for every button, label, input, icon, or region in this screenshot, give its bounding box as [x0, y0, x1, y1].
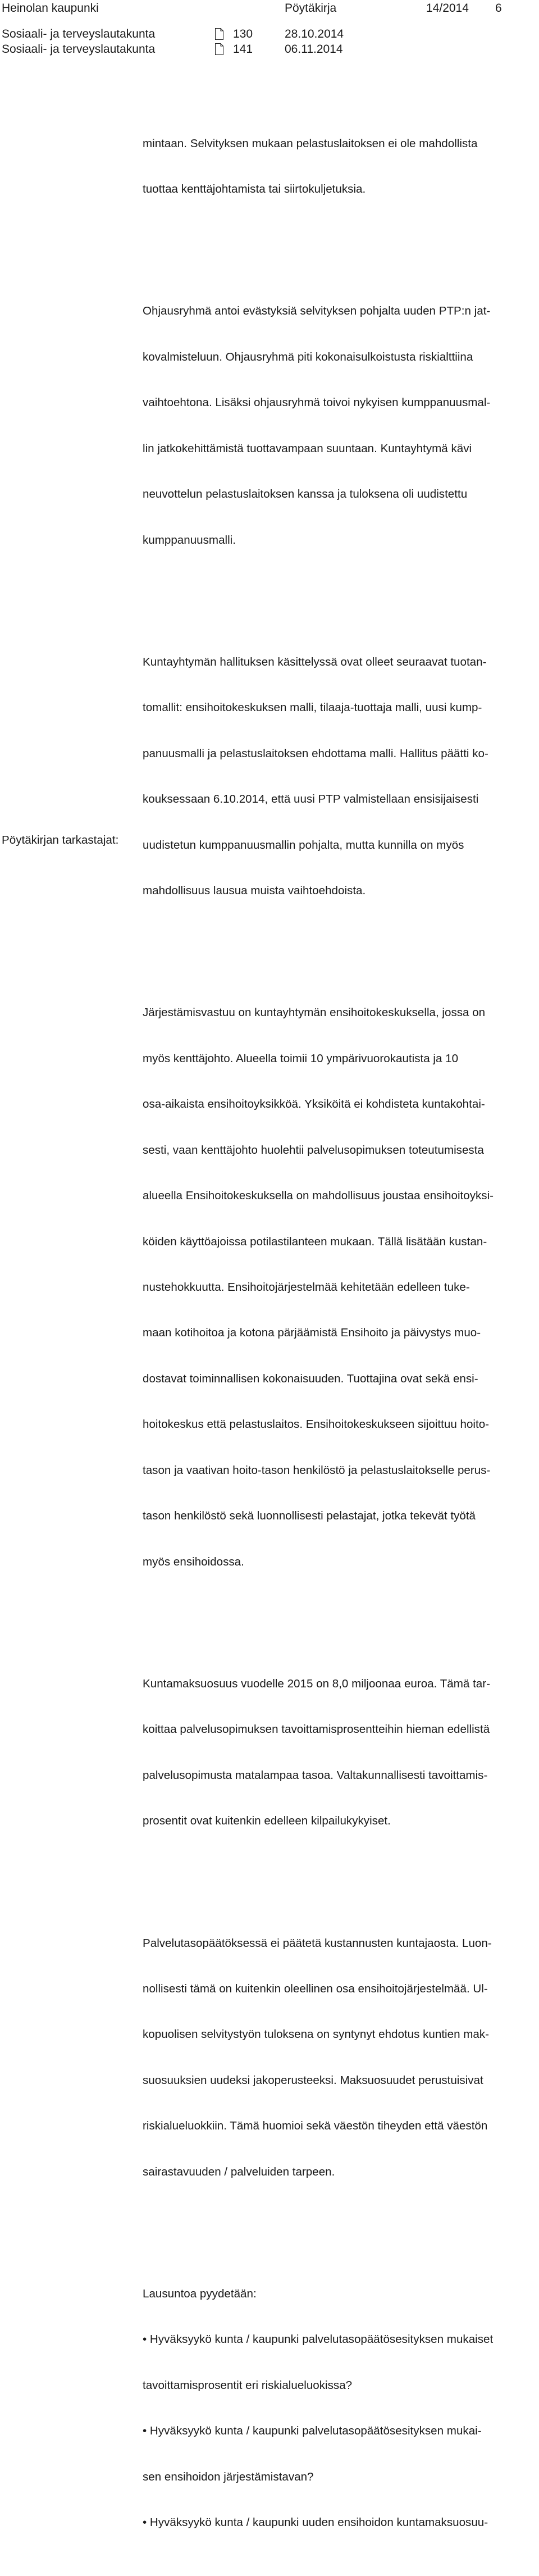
organization-name: Heinolan kaupunki [2, 2, 99, 15]
text-line: vaihtoehtona. Lisäksi ohjausryhmä toivoi nykyisen kumppanuusmal- [143, 396, 491, 409]
text-line: dostavat toiminnallisen kokonaisuuden. Tuottajina ovat sekä ensi- [143, 1372, 478, 1385]
meeting-date-1: 28.10.2014 [285, 28, 344, 40]
meeting-section-1: 130 [233, 28, 253, 40]
text-line: osa-aikaista ensihoitoyksikköä. Yksiköitä ei kohdisteta kuntakohtai- [143, 1098, 485, 1111]
paragraph [143, 2256, 539, 2561]
paragraph [143, 273, 539, 578]
text-line: neuvottelun pelastuslaitoksen kanssa ja tuloksena oli uudistettu [143, 488, 468, 501]
text-line: suosuuksien uudeksi jakoperusteeksi. Maksuosuudet perustuisivat [143, 2073, 483, 2087]
text-line: koittaa palvelusopimuksen tavoittamisprosentteihin hieman edellistä [143, 1723, 490, 1736]
text-line: tuottaa kenttäjohtamista tai siirtokuljetuksia. [143, 183, 366, 196]
text-line: sesti, vaan kenttäjohto huolehtii palvelusopimuksen toteutumisesta [143, 1143, 484, 1157]
text-line: mintaan. Selvityksen mukaan pelastuslaitoksen ei ole mahdollista [143, 136, 478, 150]
text-line: hoitokeskus että pelastuslaitos. Ensihoitokeskukseen sijoittuu hoito- [143, 1418, 490, 1431]
text-line: maan kotihoitoa ja kotona pärjäämistä Ensihoito ja päivystys muo- [143, 1326, 481, 1340]
text-line: tason ja vaativan hoito-tason henkilöstö ja pelastuslaitokselle perus- [143, 1463, 491, 1477]
text-line: kouksessaan 6.10.2014, että uusi PTP valmistellaan ensisijaisesti [143, 793, 479, 806]
minutes-reviewers-label: Pöytäkirjan tarkastajat: [2, 834, 119, 846]
text-line: lin jatkokehittämistä tuottavampaan suuntaan. Kuntayhtymä kävi [143, 442, 472, 455]
document-number: 14/2014 [426, 2, 469, 15]
text-line: sen ensihoidon järjestämistavan? [143, 2470, 314, 2483]
page-number: 6 [495, 2, 502, 15]
text-line: nollisesti tämä on kuitenkin oleellinen osa ensihoitojärjestelmää. Ul- [143, 1982, 488, 1995]
text-line: tason henkilöstö sekä luonnollisesti pelastajat, jotka tekevät työtä [143, 1509, 476, 1523]
document-icon [215, 43, 223, 55]
text-line: nustehokkuutta. Ensihoitojärjestelmää kehitetään edelleen tuke- [143, 1280, 470, 1294]
paragraph [143, 975, 539, 1600]
text-line: Palvelutasopäätöksessä ei päätetä kustannusten kuntajaosta. Luon- [143, 1936, 492, 1950]
meeting-body-1: Sosiaali- ja terveyslautakunta [2, 28, 156, 40]
text-line: köiden käyttöajoissa potilastilanteen mukaan. Tällä lisätään kustan- [143, 1235, 487, 1248]
text-line: tavoittamisprosentit eri riskialueluokissa? [143, 2378, 353, 2392]
text-line: mahdollisuus lausua muista vaihtoehdoista. [143, 884, 366, 898]
text-line: sairastavuuden / palveluiden tarpeen. [143, 2165, 335, 2178]
meeting-section-2: 141 [233, 43, 253, 56]
text-line: Kuntayhtymän hallituksen käsittelyssä ovat olleet seuraavat tuotan- [143, 655, 487, 668]
text-line: prosentit ovat kuitenkin edelleen kilpailukykyiset. [143, 1814, 391, 1828]
text-line: • Hyväksyykö kunta / kaupunki uuden ensihoidon kuntamaksuosuu- [143, 2516, 488, 2529]
text-line: uudistetun kumppanuusmallin pohjalta, mutta kunnilla on myös [143, 838, 464, 852]
paragraph [143, 105, 539, 227]
meeting-body-2: Sosiaali- ja terveyslautakunta [2, 43, 156, 56]
text-line: myös ensihoidossa. [143, 1555, 244, 1568]
document-body [143, 75, 539, 2576]
text-line: Lausuntoa pyydetään: [143, 2287, 257, 2300]
text-line: • Hyväksyykö kunta / kaupunki palvelutasopäätösesityksen mukai- [143, 2424, 482, 2438]
paragraph [143, 1905, 539, 2210]
text-line: Ohjausryhmä antoi evästyksiä selvityksen pohjalta uuden PTP:n jat- [143, 304, 491, 318]
text-line: palvelusopimusta matalampaa tasoa. Valtakunnallisesti tavoittamis- [143, 1768, 488, 1782]
text-line: kopuolisen selvitystyön tuloksena on syntynyt ehdotus kuntien mak- [143, 2028, 490, 2041]
text-line: Järjestämisvastuu on kuntayhtymän ensihoitokeskuksella, jossa on [143, 1006, 486, 1020]
paragraph [143, 623, 539, 929]
text-line: alueella Ensihoitokeskuksella on mahdollisuus joustaa ensihoitoyksi- [143, 1189, 494, 1203]
text-line: tomallit: ensihoitokeskuksen malli, tilaaja-tuottaja malli, uusi kump- [143, 701, 482, 714]
meeting-date-2: 06.11.2014 [285, 43, 343, 56]
document-icon [215, 28, 223, 40]
text-line: Kuntamaksuosuus vuodelle 2015 on 8,0 miljoonaa euroa. Tämä tar- [143, 1677, 490, 1690]
document-type: Pöytäkirja [285, 2, 337, 15]
text-line: myös kenttäjohto. Alueella toimii 10 ympärivuorokautista ja 10 [143, 1052, 459, 1065]
text-line: panuusmalli ja pelastuslaitoksen ehdottama malli. Hallitus päätti ko- [143, 747, 488, 760]
text-line: • Hyväksyykö kunta / kaupunki palvelutasopäätösesityksen mukaiset [143, 2333, 494, 2346]
text-line: kovalmisteluun. Ohjausryhmä piti kokonaisulkoistusta riskialttiina [143, 350, 473, 363]
text-line: kumppanuusmalli. [143, 533, 236, 547]
text-line: riskialueluokkiin. Tämä huomioi sekä väestön tiheyden että väestön [143, 2119, 488, 2133]
paragraph [143, 1646, 539, 1859]
